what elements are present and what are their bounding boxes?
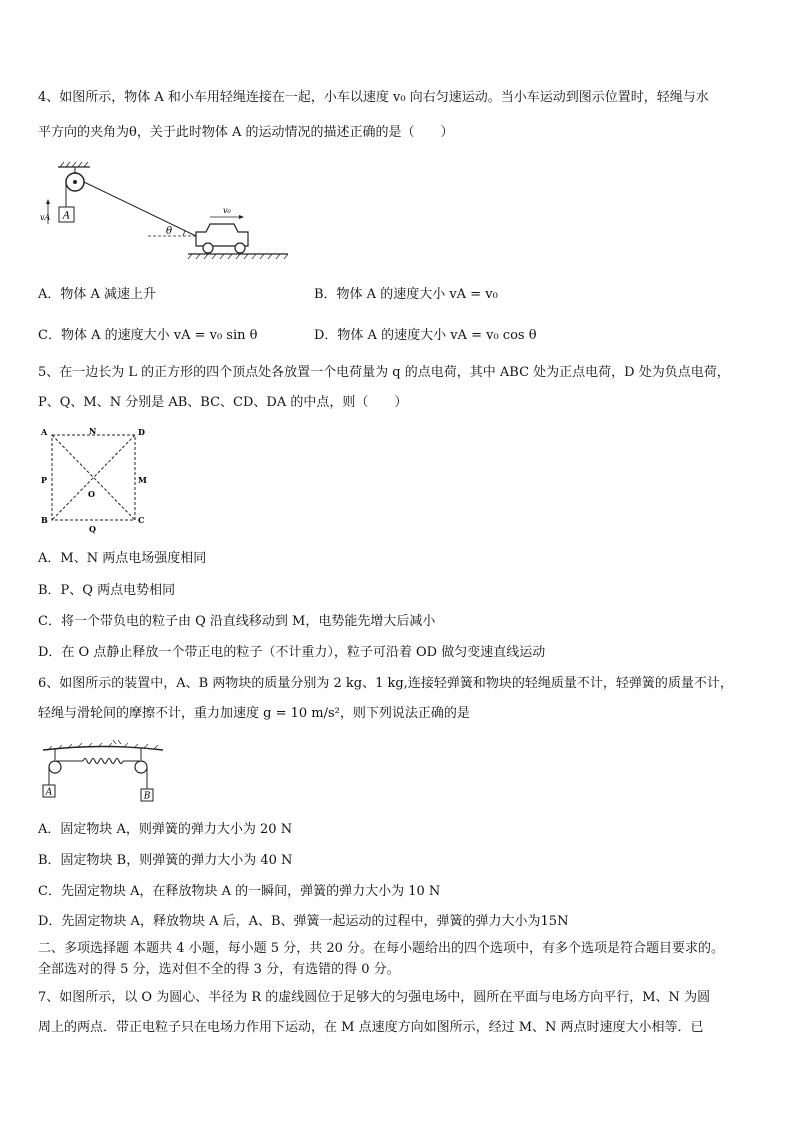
- q6-option-b: B．固定物块 B，则弹簧的弹力大小为 40 N: [38, 853, 293, 868]
- svg-text:B: B: [143, 791, 151, 802]
- q5-figure: [38, 425, 158, 537]
- theta-label: θ: [166, 226, 173, 237]
- label-a: A: [41, 427, 48, 437]
- q5-option-d: D．在 O 点静止释放一个带正电的粒子（不计重力），粒子可沿着 OD 做匀变速直线运动: [38, 645, 546, 660]
- car: [196, 224, 248, 253]
- q4-stem-line1: 4、如图所示，物体 A 和小车用轻绳连接在一起，小车以速度 v₀ 向右匀速运动。当小车运动到图示位置时，轻绳与水: [38, 90, 709, 105]
- q6-stem-line1: 6、如图所示的装置中，A、B 两物块的质量分别为 2 kg、1 kg,连接轻弹簧和物块的轻绳质量不计，轻弹簧的质量不计，: [38, 676, 733, 691]
- label-b: B: [41, 515, 48, 525]
- q4-option-d: D．物体 A 的速度大小 vA = v₀ cos θ: [314, 328, 537, 343]
- q4-stem-line2: 平方向的夹角为θ，关于此时物体 A 的运动情况的描述正确的是（ ）: [38, 125, 454, 140]
- q5-stem-line1: 5、在一边长为 L 的正方形的四个顶点处各放置一个电荷量为 q 的点电荷，其中 ABC 处为正点电荷，D 处为负点电荷，: [38, 365, 730, 380]
- label-c: C: [138, 515, 145, 525]
- q6-option-c: C．先固定物块 A，在释放物块 A 的一瞬间，弹簧的弹力大小为 10 N: [38, 884, 441, 899]
- q7-stem-line2: 周上的两点．带正电粒子只在电场力作用下运动，在 M 点速度方向如图所示，经过 M、N 两点时速度大小相等．已: [38, 1020, 704, 1035]
- q6-option-a: A．固定物块 A，则弹簧的弹力大小为 20 N: [38, 822, 293, 837]
- q7-stem-line1: 7、如图所示，以 O 为圆心、半径为 R 的虚线圆位于足够大的匀强电场中，圆所在平面与电场方向平行，M、N 为圆: [38, 990, 711, 1005]
- label-o: O: [88, 489, 95, 499]
- q4-figure: [38, 162, 298, 262]
- q6-stem-line2: 轻绳与滑轮间的摩擦不计，重力加速度 g = 10 m/s²，则下列说法正确的是: [38, 706, 470, 721]
- svg-text:A: A: [62, 210, 71, 222]
- label-m: M: [138, 475, 147, 485]
- label-n: N: [89, 426, 97, 436]
- v0-label: v₀: [223, 206, 231, 215]
- q4-option-c: C．物体 A 的速度大小 vA = v₀ sin θ: [38, 328, 258, 343]
- q5-option-b: B．P、Q 两点电势相同: [38, 583, 176, 598]
- q5-option-a: A．M、N 两点电场强度相同: [38, 551, 207, 566]
- label-q: Q: [89, 524, 96, 534]
- q4-option-a: A．物体 A 减速上升: [38, 287, 157, 302]
- q5-stem-line2: P、Q、M、N 分别是 AB、BC、CD、DA 的中点，则（ ）: [38, 395, 408, 410]
- section2-heading-line1: 二、多项选择题 本题共 4 小题，每小题 5 分，共 20 分。在每小题给出的四个选项中，有多个选项是符合题目要求的。: [38, 941, 725, 956]
- q4-option-b: B．物体 A 的速度大小 vA = v₀: [314, 287, 498, 302]
- svg-text:A: A: [45, 787, 53, 798]
- va-label: vA: [40, 213, 51, 222]
- q6-figure: [38, 738, 168, 806]
- label-p: P: [41, 475, 48, 485]
- section2-heading-line2: 全部选对的得 5 分，选对但不全的得 3 分，有选错的得 0 分。: [38, 962, 400, 977]
- q5-option-c: C．将一个带负电的粒子由 Q 沿直线移动到 M，电势能先增大后减小: [38, 614, 436, 629]
- q6-option-d: D．先固定物块 A，释放物块 A 后，A、B、弹簧一起运动的过程中，弹簧的弹力大小为15N: [38, 914, 569, 929]
- label-d: D: [138, 427, 145, 437]
